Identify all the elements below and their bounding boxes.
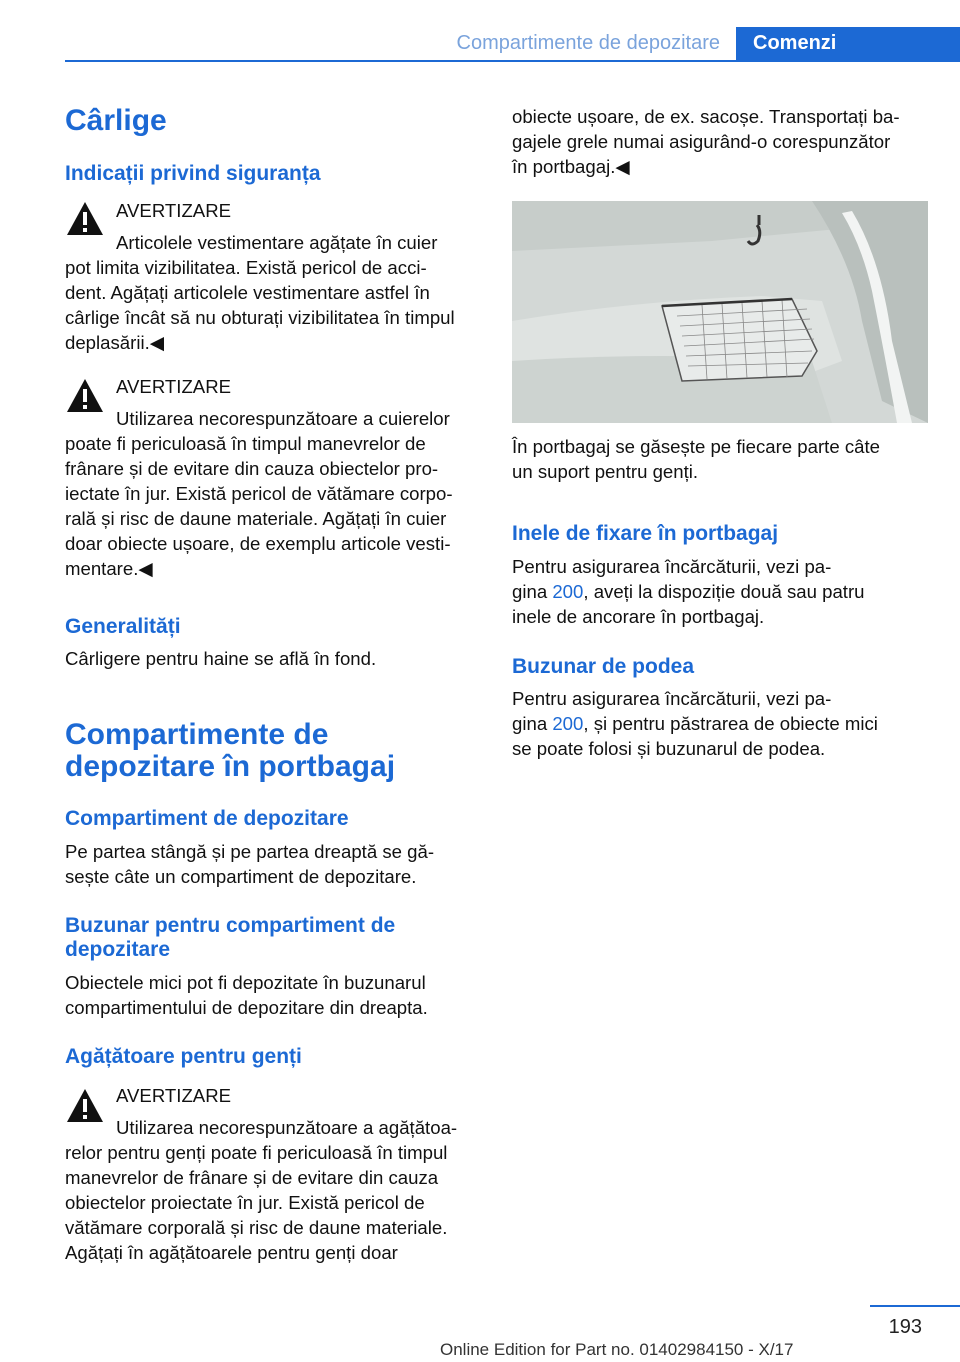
rings-text: inele de ancorare în portbagaj. [512, 606, 765, 627]
pocket-text: Obiectele mici pot fi depozitate în buzunarul [65, 972, 426, 993]
warning-icon [65, 377, 105, 414]
trunk-bag-holder-illustration [512, 201, 928, 423]
warning-text: doar obiecte ușoare, de exemplu articole vesti- [65, 533, 451, 554]
floor-text: gina [512, 713, 553, 734]
warning-text: pot limita vizibilitatea. Există pericol de acci- [65, 257, 427, 278]
warning-text: iectate în jur. Există pericol de vătămare corpo- [65, 483, 453, 504]
warning-text: Articolele vestimentare agățate în cuier [116, 232, 438, 253]
warning-text: dent. Agățați articolele vestimentare astfel în [65, 282, 430, 303]
warning-text: Utilizarea necorespunzătoare a cuierelor [116, 408, 450, 429]
warning-text: relor pentru genți poate fi periculoasă în timpul [65, 1142, 448, 1163]
heading-carlige: Cârlige [65, 104, 167, 137]
continued-text: gajele grele numai asigurând-o corespunzător [512, 131, 891, 152]
warning-text: Utilizarea necorespunzătoare a agățătoa- [116, 1117, 458, 1138]
warning-icon [65, 200, 105, 237]
page-link-200[interactable]: 200 [552, 713, 584, 734]
warning-text: deplasării.◀ [65, 332, 165, 353]
warning-text: frânare și de evitare din cauza obiectelor pro- [65, 458, 439, 479]
rings-text-line [512, 579, 865, 605]
warning-icon [65, 1087, 105, 1124]
warning-title: AVERTIZARE [116, 200, 232, 221]
warning-text: poate fi periculoasă în timpul manevrelor de [65, 433, 426, 454]
heading-compartments-line2: depozitare în portbagaj [65, 750, 396, 783]
rings-text: Pentru asigurarea încărcăturii, vezi pa- [512, 556, 832, 577]
general-text: Cârligere pentru haine se află în fond. [65, 648, 377, 669]
header-tab-comenzi[interactable]: Comenzi [736, 27, 960, 62]
rings-text: gina [512, 581, 553, 602]
warning-text: cârlige încât să nu obturați vizibilitatea în timpul [65, 307, 455, 328]
warning-text: manevrelor de frânare și de evitare din cauza [65, 1167, 439, 1188]
warning-text: mentare.◀ [65, 558, 153, 579]
floor-text-line [512, 711, 878, 737]
floor-text: Pentru asigurarea încărcăturii, vezi pa- [512, 688, 832, 709]
heading-pocket-line2: depozitare [65, 938, 171, 961]
heading-floor-pocket: Buzunar de podea [512, 655, 695, 678]
heading-bag-hooks: Agățătoare pentru genți [65, 1045, 302, 1068]
heading-rings: Inele de fixare în portbagaj [512, 522, 779, 545]
heading-safety: Indicații privind siguranța [65, 162, 321, 185]
footer-rule [870, 1305, 960, 1307]
storage-text: sește câte un compartiment de depozitare. [65, 866, 417, 887]
continued-text: în portbagaj.◀ [512, 156, 630, 177]
header-rule [65, 60, 960, 62]
page-link-200[interactable]: 200 [552, 581, 584, 602]
edition-note: Online Edition for Part no. 01402984150 - X/17 [440, 1340, 794, 1359]
figure-caption: un suport pentru genți. [512, 461, 699, 482]
heading-compartments-line1: Compartimente de [65, 718, 329, 751]
warning-text: Agățați în agățătoarele pentru genți doar [65, 1242, 398, 1263]
warning-text: vătămare corporală și risc de daune materiale. [65, 1217, 448, 1238]
floor-text: , și pentru păstrarea de obiecte mici [583, 713, 878, 734]
heading-general: Generalități [65, 615, 181, 638]
figure-caption: În portbagaj se găsește pe fiecare parte câte [512, 436, 880, 457]
pocket-text: compartimentului de depozitare din dreapta. [65, 997, 428, 1018]
storage-text: Pe partea stângă și pe partea dreaptă se gă- [65, 841, 435, 862]
continued-text: obiecte ușoare, de ex. sacoșe. Transportați ba- [512, 106, 900, 127]
warning-title: AVERTIZARE [116, 1085, 232, 1106]
heading-pocket-line1: Buzunar pentru compartiment de [65, 914, 396, 937]
warning-title: AVERTIZARE [116, 376, 232, 397]
warning-text: obiectelor proiectate în jur. Există pericol de [65, 1192, 425, 1213]
header-section-title: Compartimente de depozitare [456, 32, 720, 54]
warning-text: rală și risc de daune materiale. Agățați în cuier [65, 508, 447, 529]
heading-storage: Compartiment de depozitare [65, 807, 349, 830]
rings-text: , aveți la dispoziție două sau patru [583, 581, 865, 602]
floor-text: se poate folosi și buzunarul de podea. [512, 738, 826, 759]
page-number: 193 [888, 1316, 922, 1338]
